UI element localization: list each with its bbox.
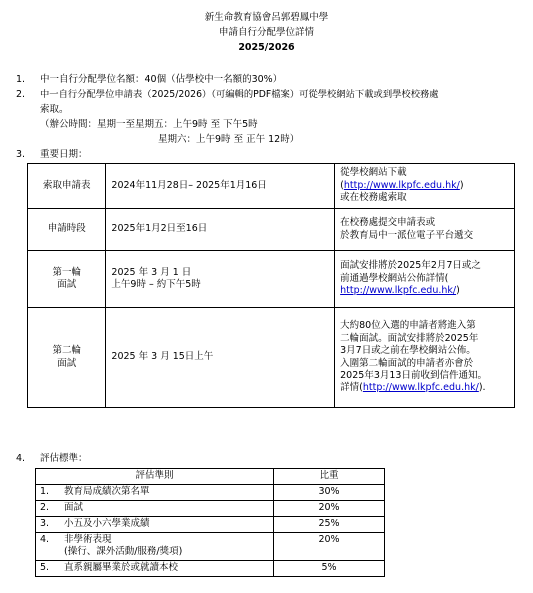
- table-row: [28, 251, 515, 308]
- header-weight: 比重: [274, 469, 385, 485]
- item-number: 2.: [16, 89, 26, 100]
- table-row: [28, 308, 515, 408]
- row-note: [335, 164, 515, 209]
- row-note: [335, 209, 515, 251]
- table-row: 4. 非學術表現 (操行、課外活動/服務/獎項) 20%: [36, 533, 385, 561]
- document-header: [0, 10, 533, 55]
- row-date: 2025 年 3 月 15日上午: [106, 308, 335, 408]
- office-hours-weekday: （辦公時間：星期一至星期五：上午9時 至 下午5時: [40, 119, 258, 130]
- row-date: 2024年11月28日– 2025年1月16日: [106, 164, 335, 209]
- school-name: 新生命教育協會呂郭碧鳳中學: [204, 12, 329, 23]
- note-line: 前通過學校網站公佈詳情(: [340, 272, 449, 284]
- row-label: 申請時段: [28, 209, 106, 251]
- table-row: [28, 164, 515, 209]
- item-quota: 中一自行分配學位名額：40個（佔學校中一名額的30%）: [40, 74, 283, 85]
- school-website-link[interactable]: http://www.lkpfc.edu.hk/: [340, 285, 457, 297]
- criteria-table: [35, 468, 385, 577]
- table-row: 2. 面試 20%: [36, 501, 385, 517]
- row-label: 第二輪 面試: [28, 308, 106, 408]
- note-line: 2025年3月13日前收到信件通知。: [340, 369, 487, 381]
- note-line: 入圍第二輪面試的申請者亦會於: [340, 357, 474, 369]
- row-date: 2025 年 3 月 1 日 上午9時 – 約下午5時: [106, 251, 335, 308]
- table-row: 1. 教育局成績次第名單 30%: [36, 485, 385, 501]
- table-header: [36, 469, 385, 485]
- row-label: 索取申請表: [28, 164, 106, 209]
- table-row: 5. 直系親屬畢業於或就讀本校 5%: [36, 560, 385, 576]
- note-line: 於教育局中一派位電子平台遞交: [340, 229, 474, 241]
- school-website-link[interactable]: http://www.lkpfc.edu.hk/: [362, 382, 479, 394]
- school-website-link[interactable]: http://www.lkpfc.edu.hk/: [343, 179, 460, 191]
- item-number: 3.: [16, 149, 26, 160]
- item-number: 4.: [16, 453, 26, 464]
- note-line: 或在校務處索取: [340, 192, 407, 204]
- table-row: 3. 小五及小六學業成績 25%: [36, 517, 385, 533]
- note-line: 二輪面試。面試安排將於2025年: [340, 332, 479, 344]
- item-application-form: 中一自行分配學位申請表（2025/2026）（可編輯的PDF檔案）可從學校網站下載或到學校校務處: [40, 89, 439, 100]
- note-line: 3月7日或之前在學校網站公佈。: [340, 345, 476, 357]
- item-number: 1.: [16, 74, 26, 85]
- item-assessment-criteria: 評估標準：: [40, 453, 88, 464]
- note-line: 面試安排將於2025年2月7日或之: [340, 260, 481, 272]
- note-line: 從學校網站下載: [340, 167, 407, 179]
- row-note: [335, 251, 515, 308]
- document-title: 申請自行分配學位詳情: [218, 27, 314, 38]
- school-year: 2025/2026: [238, 42, 295, 53]
- table-row: [28, 209, 515, 251]
- row-note: [335, 308, 515, 408]
- note-line: 詳情(http://www.lkpfc.edu.hk/).: [340, 382, 486, 394]
- office-hours-saturday: 星期六：上午9時 至 正午 12時）: [158, 134, 300, 145]
- important-dates-table: [27, 163, 515, 408]
- note-line: http://www.lkpfc.edu.hk/): [340, 285, 460, 297]
- item-application-form-cont: 索取。: [40, 104, 69, 115]
- item-important-dates: 重要日期：: [40, 149, 88, 160]
- note-line: 大約80位入選的申請者將進入第: [340, 320, 476, 332]
- header-criterion: 評估準則: [36, 469, 274, 485]
- note-line: (http://www.lkpfc.edu.hk/): [340, 179, 464, 191]
- row-label: 第一輪 面試: [28, 251, 106, 308]
- note-line: 在校務處提交申請表或: [340, 217, 436, 229]
- row-date: 2025年1月2日至16日: [106, 209, 335, 251]
